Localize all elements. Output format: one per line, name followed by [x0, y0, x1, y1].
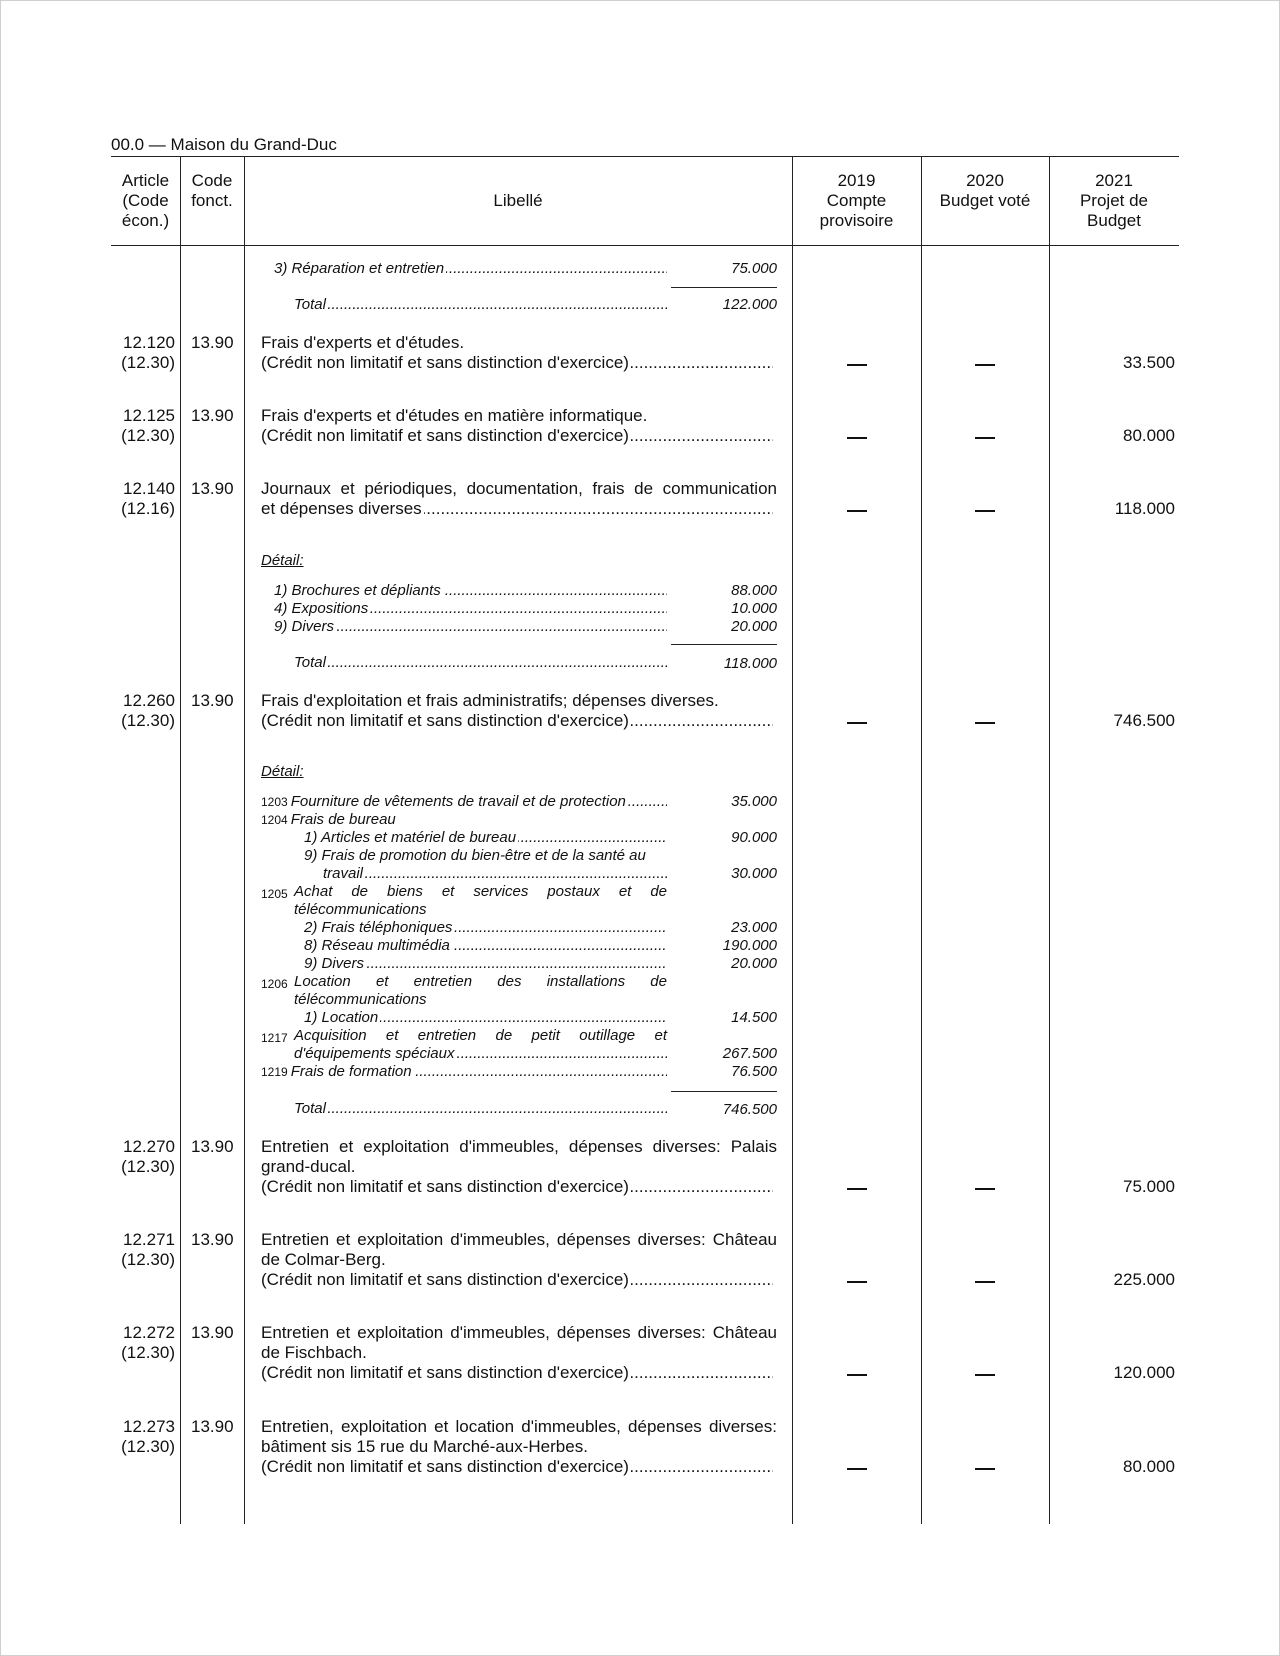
function-code: 13.90 — [191, 691, 234, 710]
total-amount: 122.000 — [722, 296, 777, 313]
detail-amount: 10.000 — [731, 600, 777, 617]
detail-amount: 23.000 — [731, 919, 777, 936]
header-2021-l3: Budget — [1087, 211, 1141, 230]
function-code: 13.90 — [191, 333, 234, 352]
row-label: Entretien et exploitation d'immeubles, dépenses diverses: Palais — [261, 1137, 777, 1156]
detail-line: d'équipements spéciaux ..... — [294, 1045, 667, 1063]
amount-2019-dash — [847, 1281, 867, 1283]
detail-line: 3) Réparation et entretien ..... — [274, 260, 667, 278]
amount-2021: 80.000 — [1123, 426, 1175, 445]
detail-line: 1) Brochures et dépliants ..... — [274, 582, 667, 600]
total-line: Total ..... — [294, 296, 667, 314]
detail-code-1205: 1205 — [261, 887, 288, 901]
detail-line: 1) Location ..... — [304, 1009, 667, 1027]
amount-2019-dash — [847, 364, 867, 366]
detail-line-1205: Achat de biens et services postaux et de — [294, 883, 667, 900]
article-code: 12.125 (12.30) — [121, 406, 175, 445]
row-label-credit: (Crédit non limitatif et sans distinction d'exercice) ..... — [261, 1177, 773, 1197]
col-divider-2019 — [921, 156, 922, 1524]
function-code: 13.90 — [191, 479, 234, 498]
detail-line-1206: Location et entretien des installations de — [294, 973, 667, 990]
header-2021 — [1049, 171, 1179, 231]
row-label-cont: bâtiment sis 15 rue du Marché-aux-Herbes. — [261, 1437, 588, 1456]
detail-amount: 76.500 — [731, 1063, 777, 1080]
row-label-cont: de Colmar-Berg. — [261, 1250, 386, 1269]
row-label-credit: (Crédit non limitatif et sans distinction d'exercice) ..... — [261, 353, 773, 373]
row-label-credit: (Crédit non limitatif et sans distinction d'exercice) ..... — [261, 1457, 773, 1477]
total-amount: 746.500 — [722, 1101, 777, 1118]
function-code: 13.90 — [191, 406, 234, 425]
detail-code-1217: 1217 — [261, 1031, 288, 1045]
detail-line: 9) Divers ..... — [274, 618, 667, 636]
function-code: 13.90 — [191, 1230, 234, 1249]
detail-line: 1) Articles et matériel de bureau ..... — [304, 829, 667, 847]
col-divider-code — [244, 156, 245, 1524]
amount-2019-dash — [847, 437, 867, 439]
row-label-cont: grand-ducal. — [261, 1157, 356, 1176]
amount-2019-dash — [847, 722, 867, 724]
section-title: 00.0 — Maison du Grand-Duc — [111, 135, 337, 154]
detail-line: télécommunications — [294, 991, 427, 1008]
row-label: Entretien et exploitation d'immeubles, dépenses diverses: Château — [261, 1230, 777, 1249]
amount-2019-dash — [847, 1374, 867, 1376]
detail-amount: 267.500 — [722, 1045, 777, 1062]
header-2021-l1: 2021 — [1095, 171, 1133, 190]
detail-code-1206: 1206 — [261, 977, 288, 991]
amount-2020-dash — [975, 437, 995, 439]
amount-2021: 746.500 — [1113, 711, 1175, 730]
detail-line: 4) Expositions ..... — [274, 600, 667, 618]
detail-amount: 30.000 — [731, 865, 777, 882]
detail-line-1219: 1219 Frais de formation ..... — [261, 1063, 667, 1081]
article-code: 12.271 (12.30) — [121, 1230, 175, 1269]
detail-line: télécommunications — [294, 901, 427, 918]
header-bottom-rule — [111, 245, 1179, 246]
row-label: Journaux et périodiques, documentation, frais de communication — [261, 479, 777, 498]
amount-2019-dash — [847, 510, 867, 512]
header-code-l2: fonct. — [191, 191, 233, 210]
detail-line: 8) Réseau multimédia ..... — [304, 937, 667, 955]
row-label-cont: de Fischbach. — [261, 1343, 367, 1362]
amount-2021: 118.000 — [1114, 499, 1175, 518]
header-2020-l2: Budget voté — [939, 191, 1031, 210]
amount-2021: 75.000 — [1123, 1177, 1175, 1196]
header-2019-l2: Compte — [826, 191, 887, 210]
amount-2020-dash — [975, 1468, 995, 1470]
detail-line: 9) Divers ..... — [304, 955, 667, 973]
header-2020 — [921, 171, 1049, 211]
detail-line-1204: 1204 Frais de bureau — [261, 811, 396, 828]
row-label: Frais d'experts et d'études en matière informatique. — [261, 406, 648, 425]
function-code: 13.90 — [191, 1137, 234, 1156]
detail-line: 9) Frais de promotion du bien-être et de la santé au — [304, 847, 646, 864]
function-code: 13.90 — [191, 1417, 234, 1436]
detail-line: travail ..... — [323, 865, 667, 883]
detail-line: 2) Frais téléphoniques ..... — [304, 919, 667, 937]
total-amount: 118.000 — [723, 655, 777, 672]
detail-label: Détail: — [261, 763, 304, 780]
detail-label: Détail: — [261, 552, 304, 569]
col-divider-2020 — [1049, 156, 1050, 1524]
detail-amount: 35.000 — [731, 793, 777, 810]
subtotal-rule — [671, 644, 777, 645]
amount-2021: 120.000 — [1113, 1363, 1175, 1382]
article-code: 12.140 (12.16) — [121, 479, 175, 518]
amount-2020-dash — [975, 722, 995, 724]
header-2020-l1: 2020 — [966, 171, 1004, 190]
amount-2020-dash — [975, 364, 995, 366]
header-libelle: Libellé — [493, 191, 543, 210]
amount-2020-dash — [975, 1188, 995, 1190]
row-label-credit: (Crédit non limitatif et sans distinction d'exercice) ..... — [261, 1363, 773, 1383]
amount-2019-dash — [847, 1468, 867, 1470]
detail-amount: 88.000 — [731, 582, 777, 599]
total-line: Total ..... — [294, 654, 667, 672]
col-divider-libelle — [792, 156, 793, 1524]
row-label: Frais d'exploitation et frais administratifs; dépenses diverses. — [261, 691, 719, 710]
amount-2021: 33.500 — [1123, 353, 1175, 372]
detail-amount: 20.000 — [731, 618, 777, 635]
header-2019 — [792, 171, 921, 231]
header-2021-l2: Projet de — [1079, 191, 1149, 210]
header-2019-l3: provisoire — [819, 211, 894, 230]
detail-amount: 90.000 — [731, 829, 777, 846]
header-2019-l1: 2019 — [837, 171, 876, 190]
amount-2021: 80.000 — [1123, 1457, 1175, 1476]
row-label-credit: (Crédit non limitatif et sans distinction d'exercice) ..... — [261, 426, 773, 446]
article-code: 12.260 (12.30) — [121, 691, 175, 730]
amount-2019-dash — [847, 1188, 867, 1190]
col-divider-article — [180, 156, 181, 1524]
article-code: 12.120 (12.30) — [121, 333, 175, 372]
header-article-l3: écon.) — [121, 211, 170, 230]
row-label-credit: (Crédit non limitatif et sans distinction d'exercice) ..... — [261, 711, 773, 731]
detail-amount: 190.000 — [722, 937, 777, 954]
row-label-cont: et dépenses diverses ..... — [261, 499, 773, 519]
detail-amount: 14.500 — [731, 1009, 777, 1026]
row-label: Entretien et exploitation d'immeubles, dépenses diverses: Château — [261, 1323, 777, 1342]
article-code: 12.272 (12.30) — [121, 1323, 175, 1362]
amount-2020-dash — [975, 510, 995, 512]
subtotal-rule — [671, 1091, 777, 1092]
total-line: Total ..... — [294, 1100, 667, 1118]
function-code: 13.90 — [191, 1323, 234, 1342]
header-code — [180, 171, 244, 211]
row-label: Frais d'experts et d'études. — [261, 333, 465, 352]
header-article-l2: (Code — [122, 191, 169, 210]
row-label: Entretien, exploitation et location d'immeubles, dépenses diverses: — [261, 1417, 777, 1436]
header-article-l1: Article — [121, 171, 170, 190]
header-article — [111, 171, 180, 231]
subtotal-rule — [671, 287, 777, 288]
amount-2021: 225.000 — [1113, 1270, 1175, 1289]
amount-2020-dash — [975, 1281, 995, 1283]
row-label-credit: (Crédit non limitatif et sans distinction d'exercice) ..... — [261, 1270, 773, 1290]
detail-amount: 20.000 — [731, 955, 777, 972]
table-top-rule — [111, 156, 1179, 157]
detail-amount: 75.000 — [731, 260, 777, 277]
article-code: 12.273 (12.30) — [121, 1417, 175, 1456]
article-code: 12.270 (12.30) — [121, 1137, 175, 1176]
detail-line-1203: 1203 Fourniture de vêtements de travail et de protection ..... — [261, 793, 667, 811]
detail-line-1217: Acquisition et entretien de petit outillage et — [294, 1027, 667, 1044]
amount-2020-dash — [975, 1374, 995, 1376]
header-code-l1: Code — [191, 171, 233, 190]
